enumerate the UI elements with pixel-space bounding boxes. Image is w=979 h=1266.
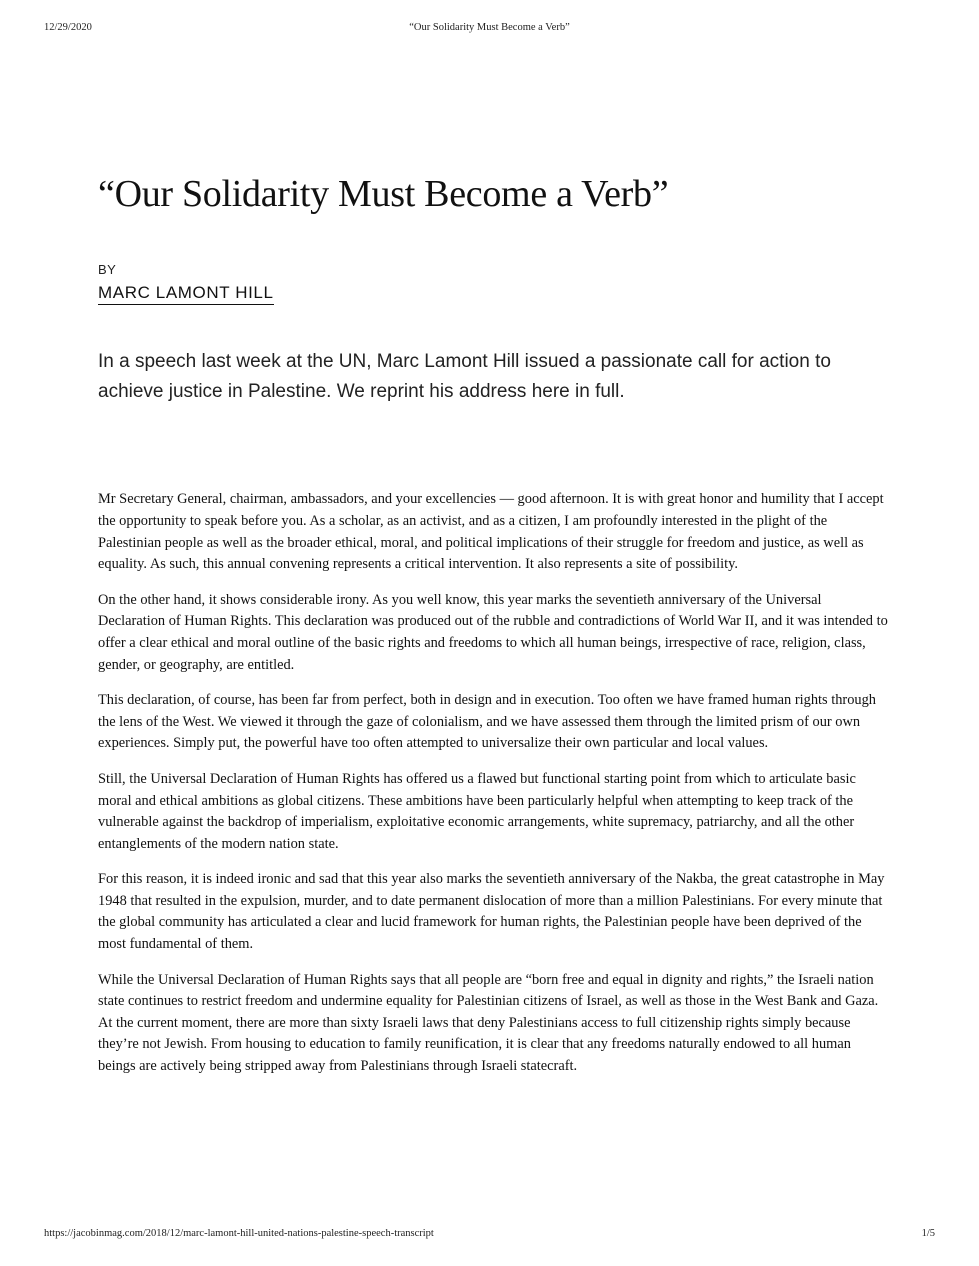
body-paragraph: For this reason, it is indeed ironic and sad that this year also marks the seventieth anniversary of the Nakba, the great catastrophe in May 1948 that resulted in the expulsion, murder, and to date permanent dislocation of more than a million Palestinians. For every minute that the global community has articulated a clear and lucid framework for human rights, the Palestinian people have been deprived of the most fundamental of them. <box>98 871 885 953</box>
body-paragraph: Mr Secretary General, chairman, ambassadors, and your excellencies — good afternoon. It is with great honor and humility that I accept the opportunity to speak before you. As a scholar, as an activist, and as a citizen, I am profoundly interested in the plight of the Palestinian people as well as the broader ethical, moral, and political implications of their struggle for freedom and justice, as well as equality. As such, this annual convening represents a critical intervention. It also represents a site of possibility. <box>98 491 884 573</box>
print-url: https://jacobinmag.com/2018/12/marc-lamont-hill-united-nations-palestine-speech-transcript <box>44 1228 434 1239</box>
print-page-number: 1/5 <box>921 1228 935 1239</box>
print-page-title: “Our Solidarity Must Become a Verb” <box>409 22 570 33</box>
print-footer <box>0 1228 979 1244</box>
body-paragraph: While the Universal Declaration of Human Rights says that all people are “born free and equal in dignity and rights,” the Israeli nation state continues to restrict freedom and undermine equality for Palestinian citizens of Israel, as well as those in the West Bank and Gaza. At the current moment, there are more than sixty Israeli laws that deny Palestinians access to full citizenship rights simply because they’re not Jewish. From housing to education to family reunification, it is clear that any freedoms naturally endowed to all human beings are actively being stripped away from Palestinians through Israeli statecraft. <box>98 971 879 1075</box>
body-paragraph: On the other hand, it shows considerable irony. As you well know, this year marks the seventieth anniversary of the Universal Declaration of Human Rights. This declaration was produced out of the rubble and contradictions of World War II, and it was intended to offer a clear ethical and moral outline of the basic rights and freedoms to which all human beings, irrespective of race, religion, class, gender, or geography, are entitled. <box>98 591 888 673</box>
byline-label: BY <box>98 261 117 277</box>
author-link[interactable]: MARC LAMONT HILL <box>98 283 274 305</box>
print-header <box>0 22 979 38</box>
body-paragraph: Still, the Universal Declaration of Human Rights has offered us a flawed but functional starting point from which to articulate basic moral and ethical ambitions as global citizens. These ambitions have been particularly helpful when attempting to keep track of the vulnerable against the backdrop of imperialism, exploitative economic arrangements, white supremacy, patriarchy, and all the other entanglements of the modern nation state. <box>98 770 856 852</box>
article-dek: In a speech last week at the UN, Marc Lamont Hill issued a passionate call for action to achieve justice in Palestine. We reprint his address here in full. <box>98 350 831 402</box>
print-date: 12/29/2020 <box>44 22 92 33</box>
article-body <box>98 489 888 1077</box>
article <box>98 172 888 1092</box>
article-headline: “Our Solidarity Must Become a Verb” <box>98 173 669 215</box>
body-paragraph: This declaration, of course, has been far from perfect, both in design and in execution. Too often we have framed human rights through the lens of the West. We viewed it through the gaze of colonialism, and we have assessed them through the limited prism of our own experiences. Simply put, the powerful have too often attempted to universalize their own particular and local values. <box>98 692 876 752</box>
